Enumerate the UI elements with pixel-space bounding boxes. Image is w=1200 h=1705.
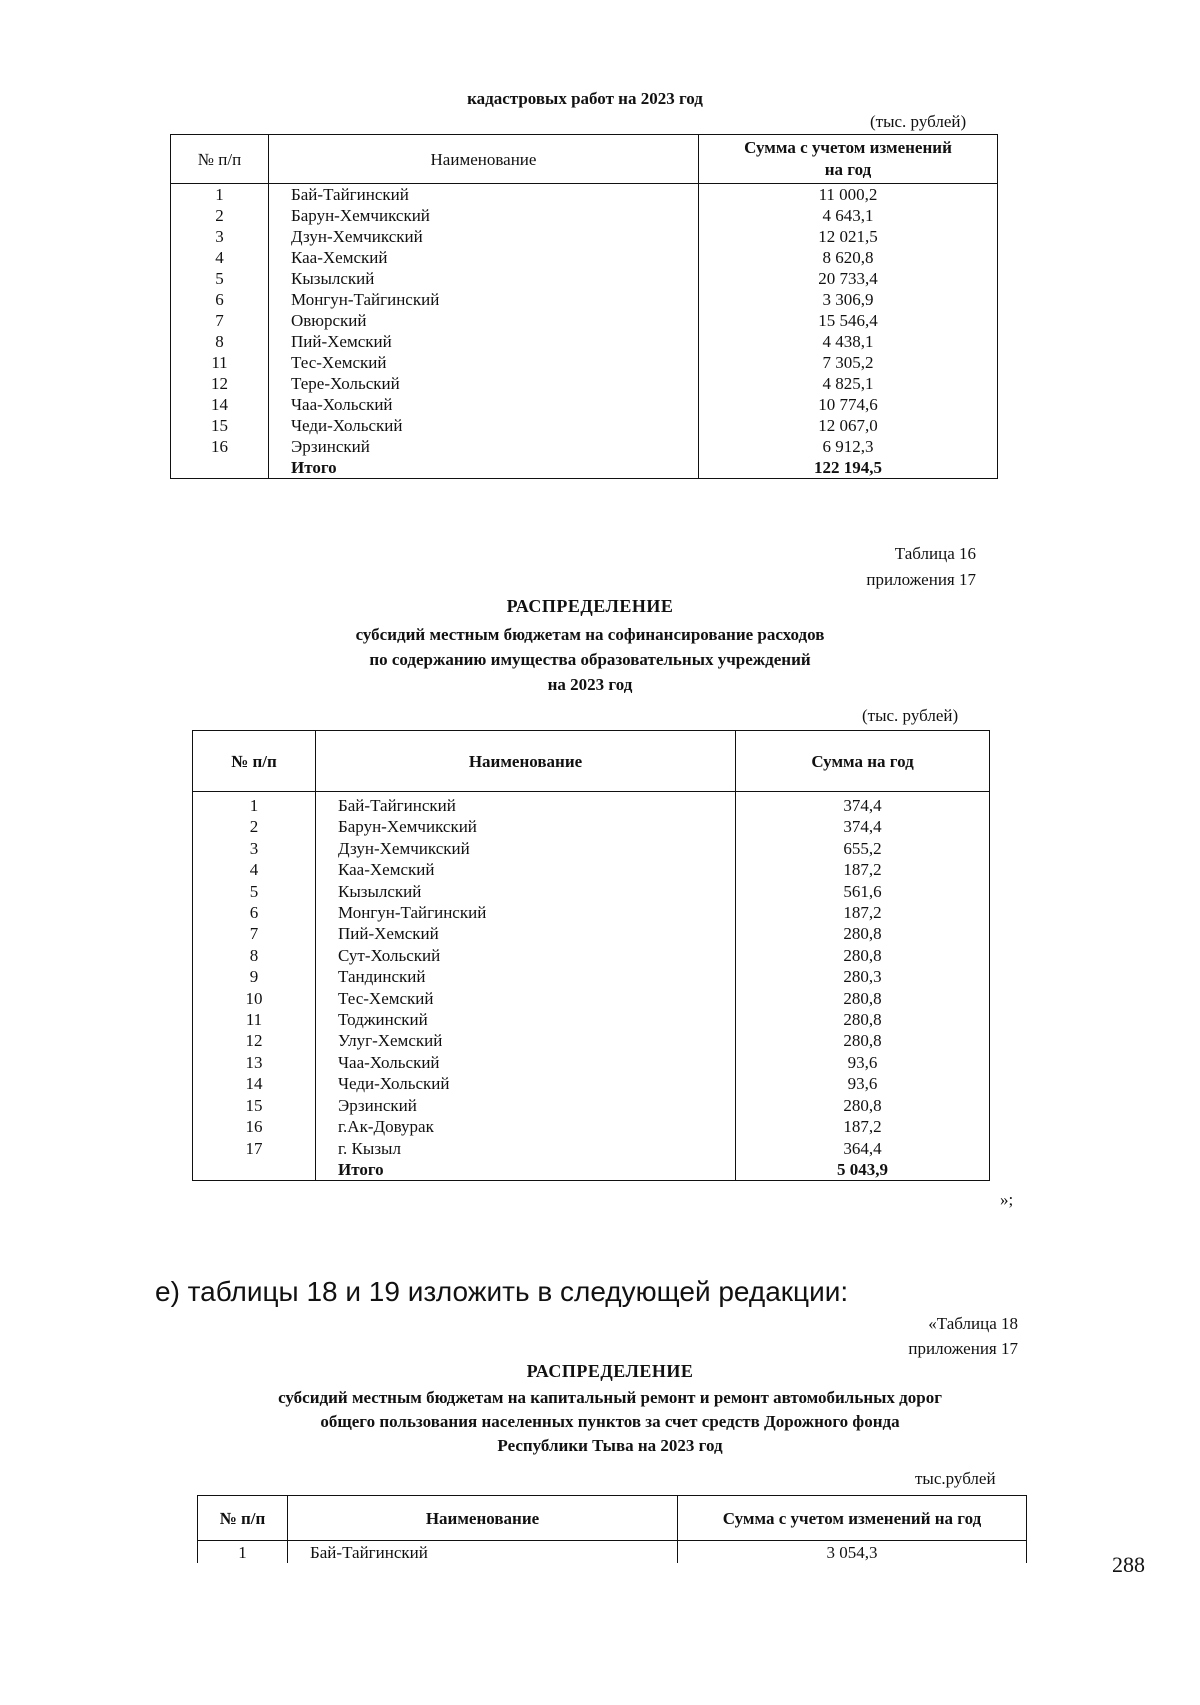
row-sum: 280,8 (736, 923, 990, 944)
row-name: Чаа-Хольский (316, 1052, 736, 1073)
row-number: 14 (211, 395, 228, 414)
header-sum-line1: Сумма с учетом изменений (744, 138, 952, 157)
header-sum: Сумма с учетом изменений на год (678, 1496, 1027, 1541)
table-row (193, 1009, 990, 1030)
row-sum: 10 774,6 (699, 394, 998, 415)
table18-caption (908, 1311, 1018, 1361)
row-sum: 12 021,5 (699, 226, 998, 247)
row-number: 10 (245, 988, 263, 1008)
row-number: 5 (215, 269, 224, 288)
row-number: 12 (211, 374, 228, 393)
row-number: 4 (215, 248, 224, 267)
row-sum: 12 067,0 (699, 415, 998, 436)
table18 (197, 1495, 1027, 1563)
header-sum (699, 135, 998, 184)
table15-units: (тыс. рублей) (870, 112, 967, 131)
table18-subtitle-line2: общего пользования населенных пунктов за счет средств Дорожного фонда (320, 1412, 900, 1431)
table16-caption-line2: приложения 17 (866, 570, 976, 589)
row-number: 6 (215, 290, 224, 309)
table18-units: тыс.рублей (915, 1469, 996, 1488)
row-sum: 93,6 (736, 1052, 990, 1073)
row-sum: 7 305,2 (699, 352, 998, 373)
row-sum: 15 546,4 (699, 310, 998, 331)
row-name: Чаа-Хольский (269, 394, 699, 415)
header-name: Наименование (316, 731, 736, 792)
row-sum: 4 438,1 (699, 331, 998, 352)
row-number: 12 (245, 1031, 263, 1051)
row-number: 9 (249, 967, 259, 987)
row-sum: 280,8 (736, 988, 990, 1009)
table16-heading: РАСПРЕДЕЛЕНИЕ (506, 596, 674, 616)
table-row (193, 1052, 990, 1073)
table-row (193, 1030, 990, 1051)
instruction-text: е) таблицы 18 и 19 изложить в следующей редакции: (155, 1276, 849, 1307)
table-row (171, 415, 998, 436)
table-row (198, 1541, 1027, 1564)
table16-units: (тыс. рублей) (862, 706, 959, 725)
table-row (193, 838, 990, 859)
row-name: Барун-Хемчикский (316, 816, 736, 837)
row-sum: 187,2 (736, 859, 990, 880)
row-name: Бай-Тайгинский (269, 184, 699, 206)
total-sum: 5 043,9 (736, 1159, 990, 1181)
row-sum: 93,6 (736, 1073, 990, 1094)
row-sum: 280,8 (736, 945, 990, 966)
row-name: Пий-Хемский (269, 331, 699, 352)
row-sum: 20 733,4 (699, 268, 998, 289)
table15-title-tail: кадастровых работ на 2023 год (467, 89, 703, 108)
row-sum: 6 912,3 (699, 436, 998, 457)
row-name: Кызылский (316, 881, 736, 902)
row-name: Каа-Хемский (269, 247, 699, 268)
header-num: № п/п (198, 1496, 288, 1541)
table-row (171, 310, 998, 331)
row-number: 5 (249, 881, 259, 901)
table18-caption-line1: «Таблица 18 (928, 1314, 1018, 1333)
table-row (171, 352, 998, 373)
row-name: Тес-Хемский (269, 352, 699, 373)
row-number: 14 (245, 1074, 263, 1094)
row-name: Сут-Хольский (316, 945, 736, 966)
row-number: 7 (249, 924, 259, 944)
row-sum: 4 825,1 (699, 373, 998, 394)
row-name: Дзун-Хемчикский (316, 838, 736, 859)
row-number: 1 (238, 1543, 247, 1562)
row-name: Тере-Хольский (269, 373, 699, 394)
row-sum: 374,4 (736, 816, 990, 837)
row-name: г.Ак-Довурак (316, 1116, 736, 1137)
row-sum: 280,8 (736, 1030, 990, 1051)
row-name: Бай-Тайгинский (288, 1541, 678, 1564)
row-sum: 364,4 (736, 1138, 990, 1159)
table-row (193, 1138, 990, 1159)
table-row (193, 1095, 990, 1116)
total-empty-cell (193, 1159, 316, 1181)
table-row (171, 205, 998, 226)
table18-header (198, 1496, 1027, 1541)
header-sum-line2: на год (824, 160, 872, 179)
row-name: Тоджинский (316, 1009, 736, 1030)
row-sum: 3 054,3 (678, 1541, 1027, 1564)
row-number: 1 (215, 185, 224, 204)
table-row (193, 923, 990, 944)
row-number: 7 (215, 311, 224, 330)
row-name: Дзун-Хемчикский (269, 226, 699, 247)
table-row (193, 859, 990, 880)
table16-subtitle-line2: по содержанию имущества образовательных учреждений (369, 650, 811, 669)
total-empty-cell (171, 457, 269, 479)
row-number: 2 (215, 206, 224, 225)
row-number: 17 (245, 1138, 263, 1158)
row-name: Пий-Хемский (316, 923, 736, 944)
header-name: Наименование (288, 1496, 678, 1541)
row-number: 16 (245, 1117, 263, 1137)
header-name: Наименование (269, 135, 699, 184)
row-number: 16 (211, 437, 228, 456)
total-row (193, 1159, 990, 1181)
table15 (170, 134, 998, 479)
total-label: Итого (269, 457, 699, 479)
row-name: Улуг-Хемский (316, 1030, 736, 1051)
row-name: Каа-Хемский (316, 859, 736, 880)
row-sum: 4 643,1 (699, 205, 998, 226)
total-row (171, 457, 998, 479)
table16-closing-mark: »; (1000, 1190, 1014, 1209)
row-sum: 187,2 (736, 1116, 990, 1137)
header-num: № п/п (171, 135, 269, 184)
table-row (171, 331, 998, 352)
table-row (171, 226, 998, 247)
row-sum: 187,2 (736, 902, 990, 923)
header-sum: Сумма на год (736, 731, 990, 792)
table18-subtitle-line1: субсидий местным бюджетам на капитальный ремонт и ремонт автомобильных дорог (278, 1388, 942, 1407)
row-name: г. Кызыл (316, 1138, 736, 1159)
row-name: Бай-Тайгинский (316, 792, 736, 817)
row-name: Барун-Хемчикский (269, 205, 699, 226)
row-name: Кызылский (269, 268, 699, 289)
row-sum: 3 306,9 (699, 289, 998, 310)
row-name: Тес-Хемский (316, 988, 736, 1009)
row-number: 8 (249, 945, 259, 965)
row-name: Эрзинский (316, 1095, 736, 1116)
table16-subtitle-line3: на 2023 год (547, 675, 633, 694)
table18-subtitle (0, 1386, 1200, 1458)
table16-subtitle (0, 622, 1180, 697)
table16-caption-line1: Таблица 16 (894, 544, 976, 563)
row-sum: 280,8 (736, 1095, 990, 1116)
table-row (193, 902, 990, 923)
total-sum: 122 194,5 (699, 457, 998, 479)
row-sum: 655,2 (736, 838, 990, 859)
row-name: Овюрский (269, 310, 699, 331)
row-number: 15 (211, 416, 228, 435)
table-row (171, 247, 998, 268)
table-row (193, 1116, 990, 1137)
page-number: 288 (1112, 1552, 1145, 1577)
header-num: № п/п (193, 731, 316, 792)
row-sum: 8 620,8 (699, 247, 998, 268)
row-number: 3 (249, 838, 259, 858)
row-number: 6 (249, 903, 259, 923)
row-sum: 280,3 (736, 966, 990, 987)
table-row (193, 816, 990, 837)
row-name: Чеди-Хольский (269, 415, 699, 436)
row-sum: 11 000,2 (699, 184, 998, 206)
table16-header (193, 731, 990, 792)
row-sum: 374,4 (736, 792, 990, 817)
table-row (193, 945, 990, 966)
row-sum: 561,6 (736, 881, 990, 902)
table16-caption (866, 541, 976, 593)
row-name: Тандинский (316, 966, 736, 987)
table-row (171, 373, 998, 394)
table18-subtitle-line3: Республики Тыва на 2023 год (497, 1436, 723, 1455)
row-number: 4 (249, 860, 259, 880)
table-row (171, 436, 998, 457)
row-sum: 280,8 (736, 1009, 990, 1030)
row-name: Монгун-Тайгинский (316, 902, 736, 923)
table-row (171, 394, 998, 415)
row-name: Чеди-Хольский (316, 1073, 736, 1094)
row-number: 11 (245, 1010, 263, 1030)
table-row (171, 289, 998, 310)
table-row (171, 184, 998, 206)
row-name: Монгун-Тайгинский (269, 289, 699, 310)
table-row (193, 988, 990, 1009)
table-row (193, 966, 990, 987)
table-row (171, 268, 998, 289)
table18-heading: РАСПРЕДЕЛЕНИЕ (526, 1361, 694, 1381)
table16-subtitle-line1: субсидий местным бюджетам на софинансирование расходов (355, 625, 825, 644)
row-number: 3 (215, 227, 224, 246)
table-row (193, 792, 990, 817)
table16 (192, 730, 990, 1181)
row-number: 1 (249, 796, 259, 815)
table-row (193, 1073, 990, 1094)
total-label: Итого (316, 1159, 736, 1181)
table18-caption-line2: приложения 17 (908, 1339, 1018, 1358)
row-number: 11 (211, 353, 228, 372)
row-number: 13 (245, 1052, 263, 1072)
row-number: 15 (245, 1095, 263, 1115)
row-number: 8 (215, 332, 224, 351)
table-row (193, 881, 990, 902)
table15-header (171, 135, 998, 184)
row-number: 2 (249, 817, 259, 837)
row-name: Эрзинский (269, 436, 699, 457)
